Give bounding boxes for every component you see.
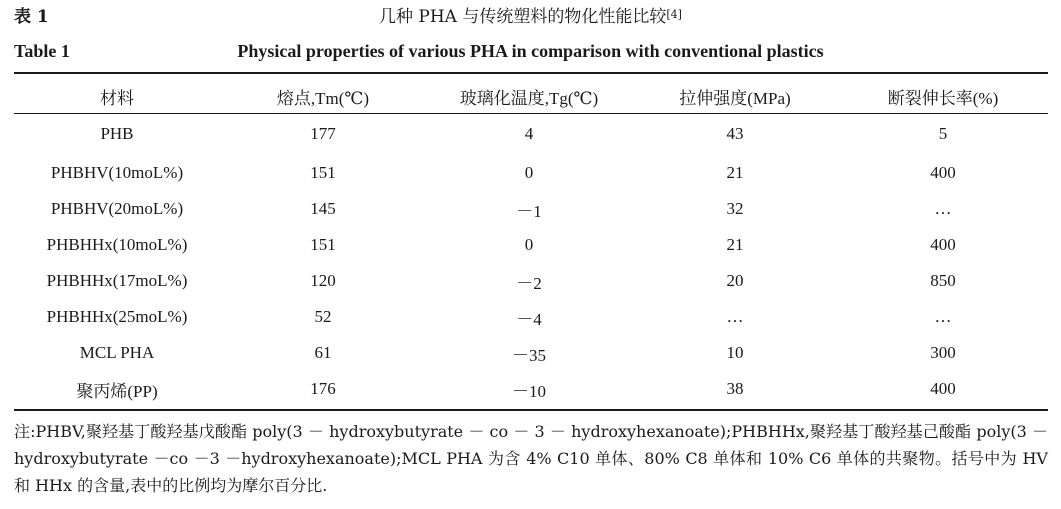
table-row xyxy=(14,113,1048,155)
cell-tensile-strength: 21 xyxy=(726,235,744,254)
cell-material: PHBHHx(10moL%) xyxy=(46,235,188,254)
header-glass-transition: 玻璃化温度,Tg(℃) xyxy=(459,89,599,108)
cell-tensile-strength: … xyxy=(726,307,744,326)
table-footnote: 注:PHBV,聚羟基丁酸羟基戊酸酯 poly(3 － hydroxybutyrate － co － 3 － hydroxyhexanoate);PHBHHx,聚羟基丁酸羟基己酸酯 poly(3 －hydroxybutyrate －co －3 －hydroxyhexanoate);MCL PHA 为含 4% C10 单体、80% C8 单体和 10% C6 单体的共聚物。括号中为 HV 和 HHx 的含量,表中的比例均为摩尔百分比. xyxy=(14,422,1048,495)
cell-melting-point: 120 xyxy=(310,271,336,290)
cell-melting-point: 52 xyxy=(314,307,332,326)
cell-melting-point: 176 xyxy=(310,379,336,398)
top-rule xyxy=(14,72,1048,74)
cell-glass-transition: －2 xyxy=(516,273,542,293)
cell-glass-transition: －1 xyxy=(516,201,542,221)
cell-glass-transition: 4 xyxy=(524,124,534,143)
table-row xyxy=(14,371,1048,407)
header-row xyxy=(14,80,1048,113)
cell-elongation: 400 xyxy=(930,379,956,398)
table-row xyxy=(14,191,1048,227)
cell-tensile-strength: 38 xyxy=(726,379,744,398)
reference-marker: [4] xyxy=(666,8,682,21)
cell-material: PHBHHx(17moL%) xyxy=(46,271,188,290)
cell-glass-transition: 0 xyxy=(524,235,534,254)
cell-melting-point: 151 xyxy=(310,163,336,182)
table-row xyxy=(14,299,1048,335)
cell-tensile-strength: 20 xyxy=(726,271,744,290)
cell-tensile-strength: 43 xyxy=(726,124,744,143)
cell-elongation: 850 xyxy=(930,271,956,290)
cell-glass-transition: 0 xyxy=(524,163,534,182)
header-melting-point: 熔点,Tm(℃) xyxy=(276,89,370,108)
cell-elongation: … xyxy=(934,199,952,218)
cell-melting-point: 61 xyxy=(314,343,332,362)
cell-material: PHB xyxy=(100,124,134,143)
header-material: 材料 xyxy=(100,89,134,108)
cell-material: PHBHHx(25moL%) xyxy=(46,307,188,326)
cell-tensile-strength: 32 xyxy=(726,199,744,218)
caption-cn xyxy=(0,4,1061,30)
table-title-en: Physical properties of various PHA in comparison with conventional plastics xyxy=(237,41,824,61)
cell-melting-point: 177 xyxy=(310,124,336,143)
cell-material: PHBHV(20moL%) xyxy=(50,199,184,218)
cell-material: PHBHV(10moL%) xyxy=(50,163,184,182)
table-label-cn: 表 1 xyxy=(14,7,49,27)
cell-glass-transition: －35 xyxy=(512,345,546,365)
table-row xyxy=(14,227,1048,263)
table-row xyxy=(14,263,1048,299)
cell-material: 聚丙烯(PP) xyxy=(76,381,158,401)
cell-elongation: 5 xyxy=(938,124,948,143)
cell-elongation: … xyxy=(934,307,952,326)
cell-glass-transition: －4 xyxy=(516,309,542,329)
table-row xyxy=(14,155,1048,191)
table-row xyxy=(14,335,1048,371)
bottom-rule xyxy=(14,409,1048,411)
cell-glass-transition: －10 xyxy=(512,381,546,401)
cell-melting-point: 151 xyxy=(310,235,336,254)
header-tensile-strength: 拉伸强度(MPa) xyxy=(679,89,791,108)
cell-tensile-strength: 21 xyxy=(726,163,744,182)
table-title-cn xyxy=(0,4,1061,30)
cell-material: MCL PHA xyxy=(79,343,155,362)
caption-en xyxy=(0,38,1061,64)
properties-table xyxy=(14,80,1048,407)
cell-elongation: 300 xyxy=(930,343,956,362)
cell-elongation: 400 xyxy=(930,163,956,182)
cell-melting-point: 145 xyxy=(310,199,336,218)
table-title-cn-text: 几种 PHA 与传统塑料的物化性能比较 xyxy=(379,7,667,27)
header-elongation: 断裂伸长率(%) xyxy=(887,89,999,108)
cell-tensile-strength: 10 xyxy=(726,343,744,362)
table-label-en: Table 1 xyxy=(14,41,70,61)
cell-elongation: 400 xyxy=(930,235,956,254)
